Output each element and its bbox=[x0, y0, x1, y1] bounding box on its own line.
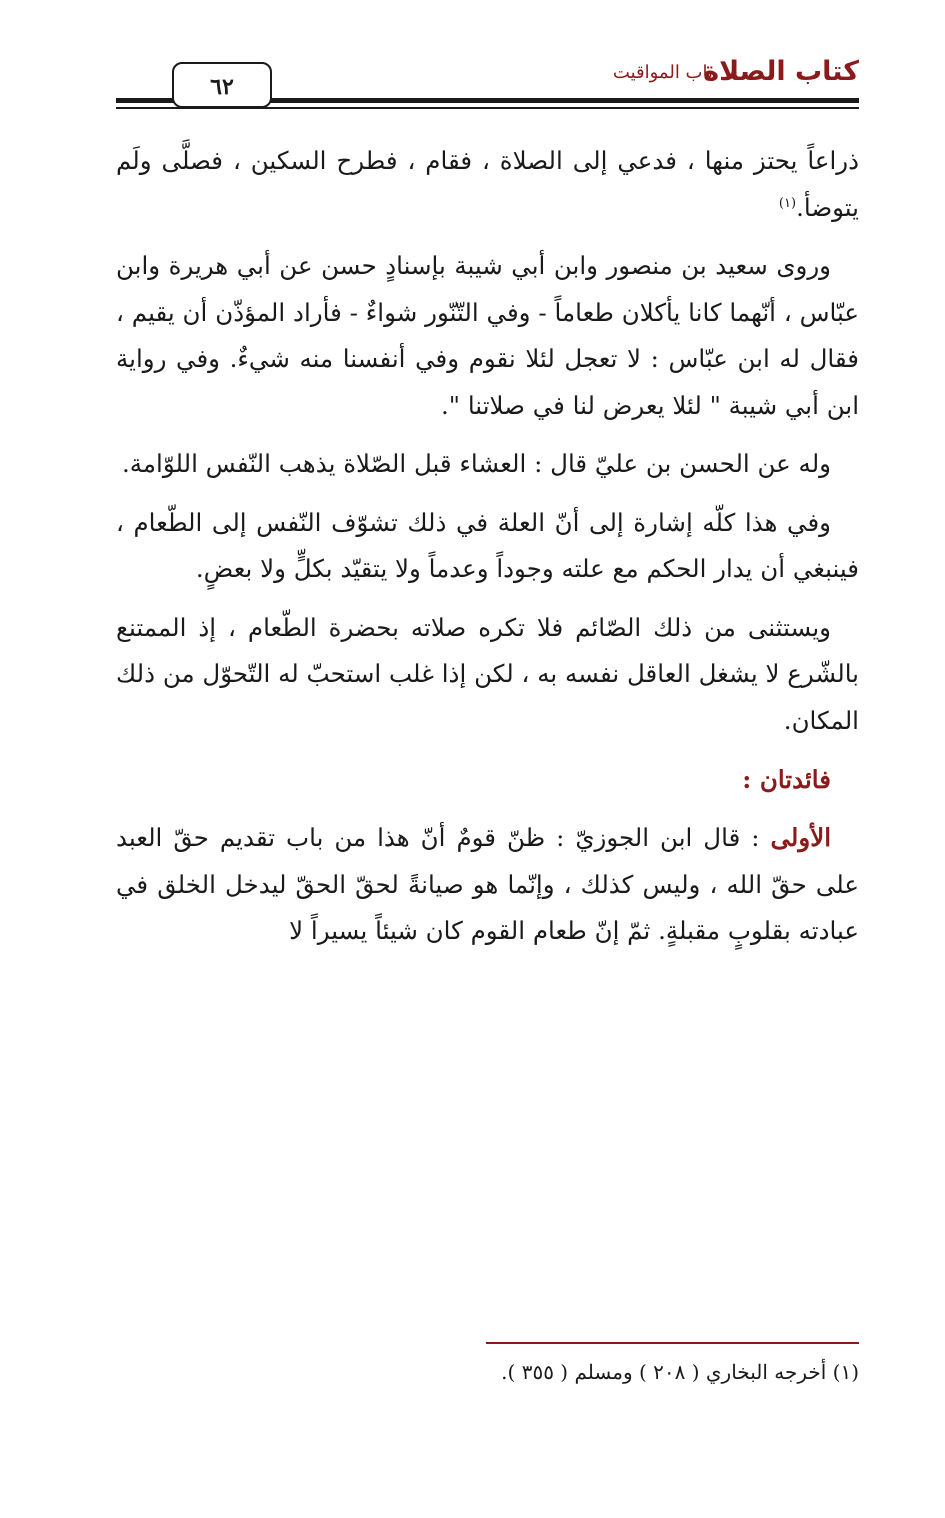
paragraph-6 bbox=[116, 815, 859, 955]
main-text bbox=[116, 138, 859, 967]
paragraph-2: وروى سعيد بن منصور وابن أبي شيبة بإسنادٍ حسن عن أبي هريرة وابن عبّاس ، أنّهما كانا يأكلان طعاماً - وفي التّنّور شواءٌ - فأراد المؤذّن أن يقيم ، فقال له ابن عبّاس : لا تعجل لئلا نقوم وفي أنفسنا منه شيءٌ. وفي رواية ابن أبي شيبة " لئلا يعرض لنا في صلاتنا ". bbox=[116, 251, 859, 420]
paragraph-1 bbox=[116, 138, 859, 231]
book-title: كتاب الصلاة bbox=[703, 56, 859, 87]
footnote-rule bbox=[486, 1342, 859, 1344]
footnote-ref: (١) bbox=[778, 195, 797, 211]
paragraph-3: وله عن الحسن بن عليّ قال : العشاء قبل الصّلاة يذهب النّفس اللوّامة. bbox=[121, 449, 831, 479]
section-heading: فائدتان : bbox=[742, 764, 831, 794]
paragraph-1-text: ذراعاً يحتز منها ، فدعي إلى الصلاة ، فقام ، فطرح السكين ، فصلَّى ولَم يتوضأ. bbox=[116, 146, 859, 222]
paragraph-6-text: : قال ابن الجوزيّ : ظنّ قومٌ أنّ هذا من باب تقديم حقّ العبد على حقّ الله ، وليس كذلك ، وإنّما هو صيانةً لحقّ الحقّ ليدخل الخلق في عبادته بقلوبٍ مقبلةٍ. ثمّ إنّ طعام القوم كان شيئاً يسيراً لا bbox=[116, 823, 859, 946]
chapter-title: باب المواقيت bbox=[612, 62, 713, 83]
footnote: (١) أخرجه البخاري ( ٢٠٨ ) ومسلم ( ٣٥٥ ). bbox=[501, 1360, 859, 1384]
paragraph-4: وفي هذا كلّه إشارة إلى أنّ العلة في ذلك تشوّف النّفس إلى الطّعام ، فينبغي أن يدار الحكم مع علته وجوداً وعدماً ولا يتقيّد بكلٍّ ولا بعضٍ. bbox=[116, 507, 859, 584]
page-number: ٦٢ bbox=[172, 62, 272, 108]
paragraph-6-lead: الأولى bbox=[770, 823, 831, 853]
paragraph-5: ويستثنى من ذلك الصّائم فلا تكره صلاته بحضرة الطّعام ، إذ الممتنع بالشّرع لا يشغل العاقل نفسه به ، لكن إذا غلب استحبّ له التّحوّل من ذلك المكان. bbox=[116, 612, 859, 736]
